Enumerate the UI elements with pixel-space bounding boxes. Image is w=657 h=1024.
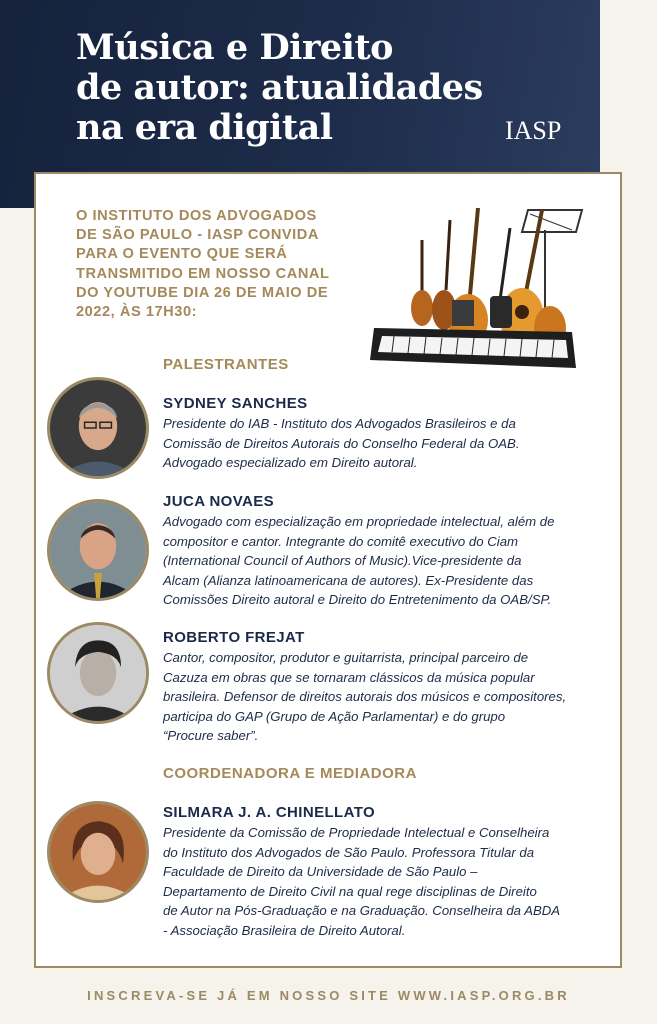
avatar-roberto-frejat bbox=[47, 622, 149, 724]
invitation-line: 2022, ÀS 17H30: bbox=[76, 304, 198, 321]
bio-line: Comissões Direito autoral e Direito do Entretenimento da OAB/SP. bbox=[163, 592, 552, 608]
title-line: Música e Direito bbox=[76, 27, 393, 68]
invitation-text bbox=[76, 207, 366, 322]
bio-line: de Autor na Pós-Graduação e na Graduação. Conselheira da ABDA bbox=[163, 903, 561, 919]
moderator-bio bbox=[163, 823, 603, 941]
speakers-heading: PALESTRANTES bbox=[163, 356, 289, 373]
moderator-name: SILMARA J. A. CHINELLATO bbox=[163, 804, 376, 821]
bio-line: - Associação Brasileira de Direito Autoral. bbox=[163, 922, 406, 938]
bio-line: brasileira. Defensor de direitos autorais dos músicos e compositores, bbox=[163, 689, 567, 705]
violin-icon bbox=[411, 220, 474, 330]
bio-line: Presidente da Comissão de Propriedade Intelectual e Conselheira bbox=[163, 825, 550, 840]
invitation-line: PARA O EVENTO QUE SERÁ bbox=[76, 246, 288, 263]
bio-line: compositor e cantor. Integrante do comitê executivo do Ciam bbox=[163, 533, 519, 549]
bio-line: Comissão de Direitos Autorais do Conselho Federal da OAB. bbox=[163, 435, 520, 451]
speaker-bio bbox=[163, 648, 603, 746]
bio-line: Advogado com especialização em propriedade intelectual, além de bbox=[163, 514, 555, 529]
bio-line: Presidente do IAB - Instituto dos Advogados Brasileiros e da bbox=[163, 416, 516, 431]
guitar-icon bbox=[448, 208, 566, 350]
speaker-name: JUCA NOVAES bbox=[163, 493, 275, 510]
instruments-illustration bbox=[350, 200, 608, 380]
keyboard-icon bbox=[370, 328, 576, 368]
speaker-bio bbox=[163, 414, 603, 473]
signup-footer[interactable]: INSCREVA-SE JÁ EM NOSSO SITE WWW.IASP.ORG.BR bbox=[87, 988, 570, 1003]
bio-line: “Procure saber”. bbox=[163, 728, 259, 744]
title-line: de autor: atualidades bbox=[76, 67, 483, 108]
title-line: na era digital bbox=[76, 107, 333, 148]
speaker-name: SYDNEY SANCHES bbox=[163, 395, 308, 412]
bio-line: Alcam (Alianza latinoamericana de autores). Ex-Presidente das bbox=[163, 572, 534, 588]
bio-line: Departamento de Direito Civil na qual rege disciplinas de Direito bbox=[163, 883, 537, 899]
avatar-silmara-chinellato bbox=[47, 801, 149, 903]
avatar-sydney-sanches bbox=[47, 377, 149, 479]
bio-line: participa do GAP (Grupo de Ação Parlamentar) e do grupo bbox=[163, 708, 506, 724]
bio-line: do Instituto dos Advogados de São Paulo. Professora Titular da bbox=[163, 844, 535, 860]
bio-line: Cazuza em obras que se tornaram clássicos da música popular bbox=[163, 669, 535, 685]
speaker-bio bbox=[163, 512, 603, 610]
invitation-line: O INSTITUTO DOS ADVOGADOS bbox=[76, 208, 317, 224]
bio-line: Faculdade de Direito da Universidade de São Paulo – bbox=[163, 864, 478, 880]
speaker-name: ROBERTO FREJAT bbox=[163, 629, 305, 646]
bio-line: Advogado especializado em Direito autoral. bbox=[163, 455, 418, 471]
avatar-juca-novaes bbox=[47, 499, 149, 601]
moderator-heading: COORDENADORA E MEDIADORA bbox=[163, 765, 417, 782]
bio-line: (International Council of Authors of Music).Vice-presidente da bbox=[163, 553, 522, 569]
event-title bbox=[76, 28, 516, 148]
iasp-logo: IASP bbox=[505, 116, 562, 145]
invitation-line: TRANSMITIDO EM NOSSO CANAL bbox=[76, 265, 330, 282]
invitation-line: DO YOUTUBE DIA 26 DE MAIO DE bbox=[76, 284, 329, 301]
invitation-line: DE SÃO PAULO - IASP CONVIDA bbox=[76, 227, 319, 244]
bio-line: Cantor, compositor, produtor e guitarrista, principal parceiro de bbox=[163, 650, 529, 665]
